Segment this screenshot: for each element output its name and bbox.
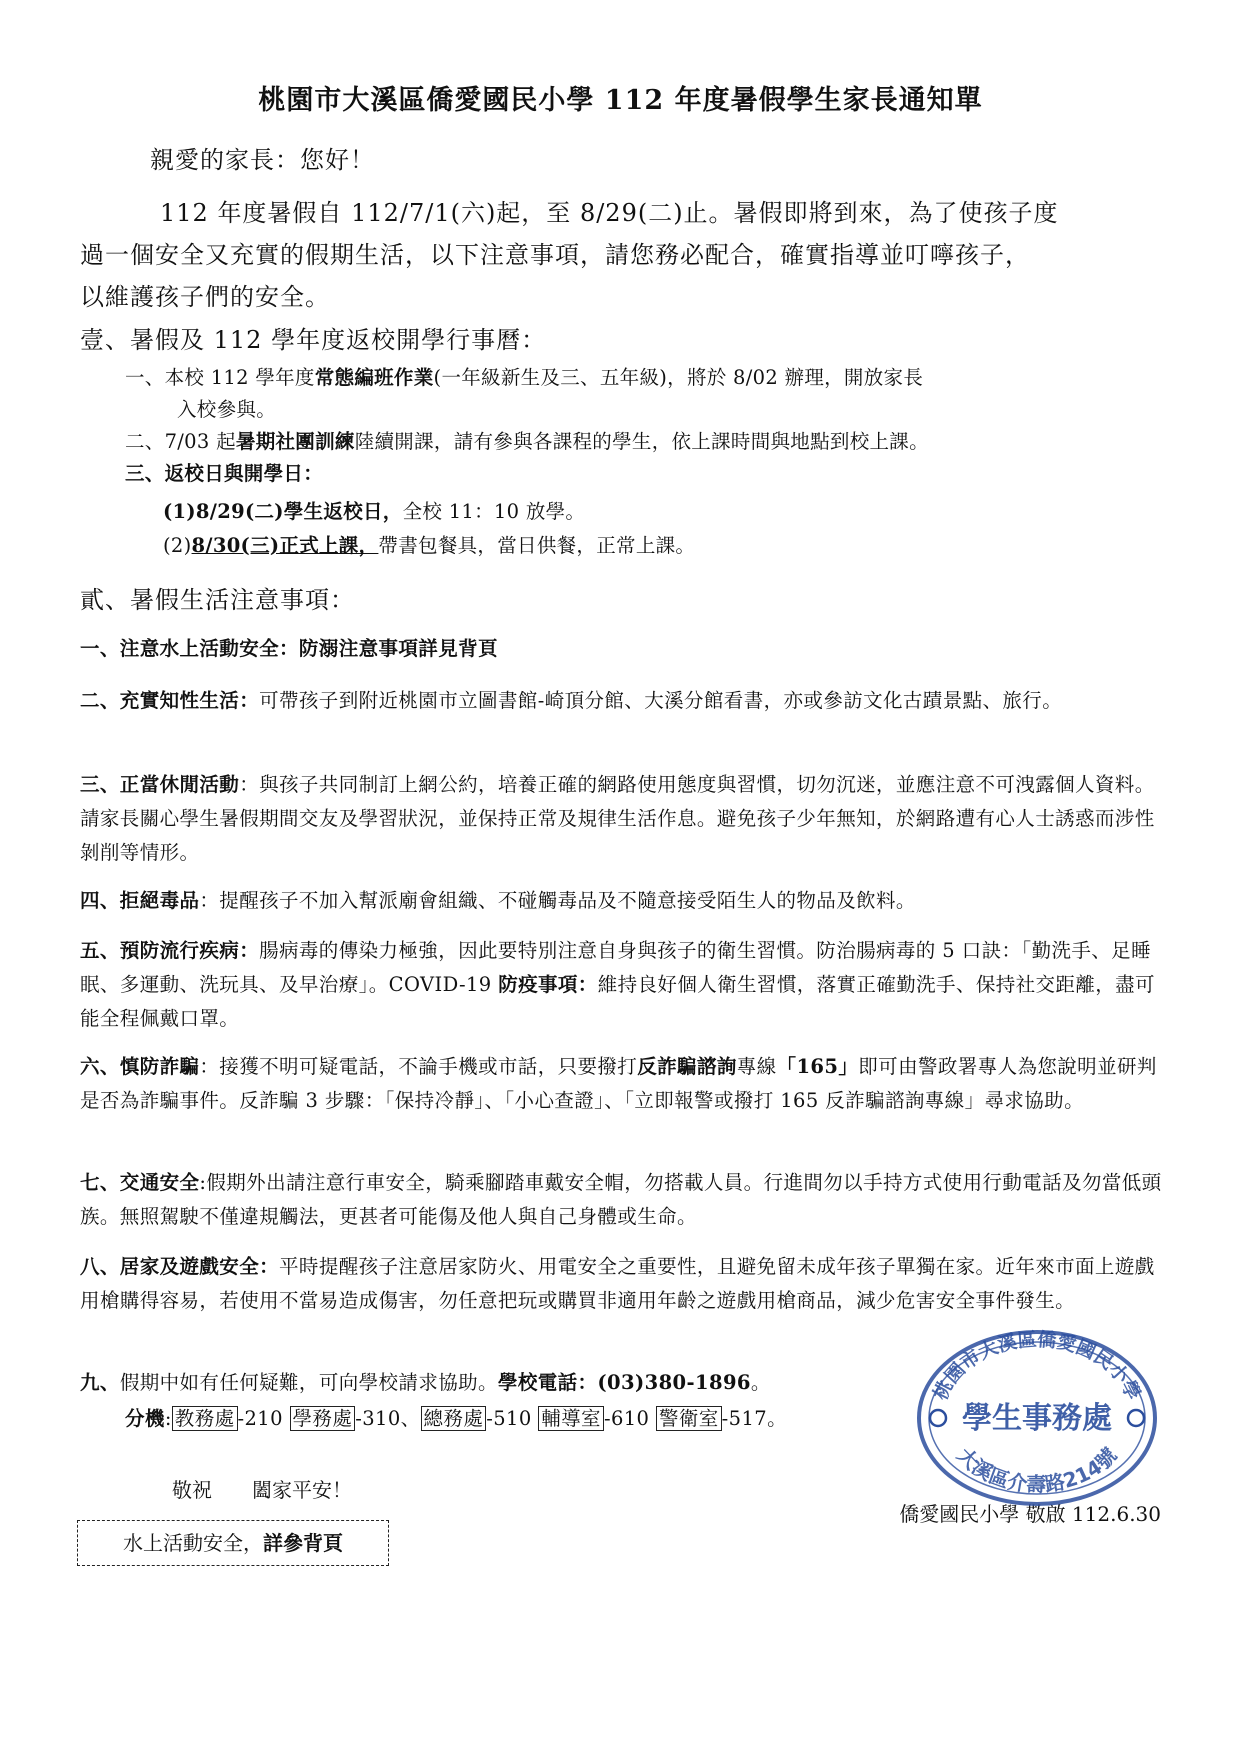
ext-office-student: 學務處 (290, 1406, 356, 1431)
intro-line-3: 以維護孩子們的安全。 (80, 283, 330, 311)
ext-office-counseling: 輔導室 (538, 1406, 604, 1431)
intro-line-2: 過一個安全又充實的假期生活，以下注意事項，請您務必配合，確實指導並叮嚀孩子， (80, 241, 1030, 269)
section-1-item-1: 一、本校 112 學年度常態編班作業(一年級新生及三、五年級)，將於 8/02 辦理，開放家長 入校參與。 (125, 366, 924, 421)
closing-salutation: 敬祝 闔家平安！ (172, 1478, 352, 1502)
section-2-item-5: 五、預防流行疾病：腸病毒的傳染力極強，因此要特別注意自身與孩子的衛生習慣。防治腸病毒的 5 口訣：「勤洗手、足睡眠、多運動、洗玩具、及早治療」。COVID-19 防疫事項：維持良好個人衛生習慣，落實正確勤洗手、保持社交距離，盡可能全程佩戴口罩。 (80, 939, 1155, 1030)
section-2-item-3: 三、正當休閒活動：與孩子共同制訂上網公約，培養正確的網路使用態度與習慣，切勿沉迷，並應注意不可洩露個人資料。請家長關心學生暑假期間交友及學習狀況，並保持正常及規律生活作息。避免孩子少年無知，於網路遭有心人士誘惑而涉性剝削等情形。 (80, 773, 1155, 864)
stamp-bottom-text: 大溪區介壽路214號 (952, 1443, 1122, 1497)
section-2-item-7: 七、交通安全:假期外出請注意行車安全，騎乘腳踏車戴安全帽，勿搭載人員。行進間勿以手持方式使用行動電話及勿當低頭族。無照駕駛不僅違規觸法，更甚者可能傷及他人與自己身體或生命。 (80, 1171, 1162, 1228)
section-1-sub-1: (1)8/29(二)學生返校日，全校 11：10 放學。 (163, 500, 586, 523)
intro-line-1: 112 年度暑假自 112/7/1(六)起，至 8/29(二)止。暑假即將到來，為了使孩子度 (160, 199, 1059, 227)
section-1-item-2: 二、7/03 起暑期社團訓練陸續開課，請有參與各課程的學生，依上課時間與地點到校上課。 (125, 430, 929, 453)
ext-office-academic: 教務處 (172, 1406, 238, 1431)
section-2-item-8: 八、居家及遊戲安全：平時提醒孩子注意居家防火、用電安全之重要性，且避免留未成年孩子單獨在家。近年來市面上遊戲用槍購得容易，若使用不當易造成傷害，勿任意把玩或購買非適用年齡之遊戲用槍商品，減少危害安全事件發生。 (80, 1255, 1155, 1312)
section-2-item-6: 六、慎防詐騙：接獲不明可疑電話，不論手機或市話，只要撥打反詐騙諮詢專線「165」即可由警政署專人為您說明並研判是否為詐騙事件。反詐騙 3 步驟：「保持冷靜」、「小心查證」、「立即報警或撥打 165 反詐騙諮詢專線」尋求協助。 (80, 1055, 1157, 1112)
section-1-item-3: 三、返校日與開學日： (125, 462, 324, 485)
greeting: 親愛的家長：您好！ (150, 146, 375, 174)
ext-office-general: 總務處 (421, 1406, 487, 1431)
section-2-item-1: 一、注意水上活動安全：防溺注意事項詳見背頁 (80, 637, 498, 660)
office-seal-stamp (912, 1326, 1162, 1506)
section-1-sub-2: (2)8/30(三)正式上課，帶書包餐具，當日供餐，正常上課。 (163, 534, 696, 557)
ext-office-guard: 警衛室 (656, 1406, 722, 1431)
section-1-heading: 壹、暑假及 112 學年度返校開學行事曆： (80, 326, 547, 354)
stamp-top-text: 桃園市大溪區僑愛國民小學 (929, 1328, 1145, 1404)
stamp-flower-left-icon (930, 1410, 946, 1426)
school-phone: 學校電話：(03)380-1896 (497, 1371, 751, 1394)
document-title: 桃園市大溪區僑愛國民小學 112 年度暑假學生家長通知單 (258, 85, 983, 116)
extensions-line: 分機: 教務處 -210 學務處 -310、 總務處 -510 輔導室 -610 警衛室 -517。 (125, 1407, 787, 1430)
section-2-heading: 貳、暑假生活注意事項： (80, 586, 355, 614)
intro-paragraph (80, 192, 1170, 318)
stamp-center-text: 學生事務處 (962, 1401, 1112, 1436)
section-2-item-4: 四、拒絕毒品：提醒孩子不加入幫派廟會組織、不碰觸毒品及不隨意接受陌生人的物品及飲料。 (80, 889, 916, 912)
section-2-item-2: 二、充實知性生活：可帶孩子到附近桃園市立圖書館-崎頂分館、大溪分館看書，亦或參訪文化古蹟景點、旅行。 (80, 689, 1063, 712)
back-page-note-box: 水上活動安全，詳參背頁 (77, 1520, 389, 1566)
section-2-item-9: 九、假期中如有任何疑難，可向學校請求協助。學校電話：(03)380-1896。 (80, 1371, 771, 1394)
stamp-flower-right-icon (1128, 1410, 1144, 1426)
signoff: 僑愛國民小學 敬啟 112.6.30 (899, 1502, 1161, 1526)
